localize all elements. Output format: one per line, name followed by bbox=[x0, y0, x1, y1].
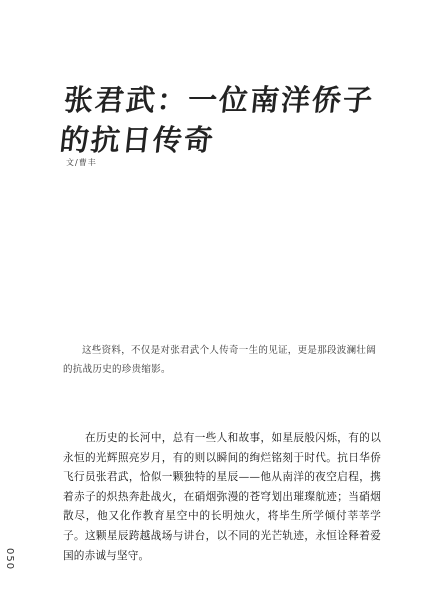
article-body-paragraph: 在历史的长河中，总有一些人和故事，如星辰般闪烁，有的以永恒的光辉照亮岁月，有的则以瞬间的绚烂铭刻于时代。抗日华侨飞行员张君武，恰似一颗独特的星辰——他从南洋的夜空启程，携着赤子的炽热奔赴战火，在硝烟弥漫的苍穹划出璀璨航迹；当硝烟散尽，他又化作教育星空中的长明烛火，将毕生所学倾付莘莘学子。这颗星辰跨越战场与讲台，以不同的光芒轨迹，永恒诠释着爱国的赤诚与坚守。 bbox=[63, 432, 381, 562]
article-byline: 文/曹丰 bbox=[66, 158, 97, 167]
article-title: 张君武：一位南洋侨子的抗日传奇 bbox=[58, 83, 376, 157]
page-number: 050 bbox=[4, 548, 15, 571]
article-abstract: 这些资料，不仅是对张君武个人传奇一生的见证，更是那段波澜壮阔的抗战历史的珍贵缩影。 bbox=[63, 345, 377, 375]
